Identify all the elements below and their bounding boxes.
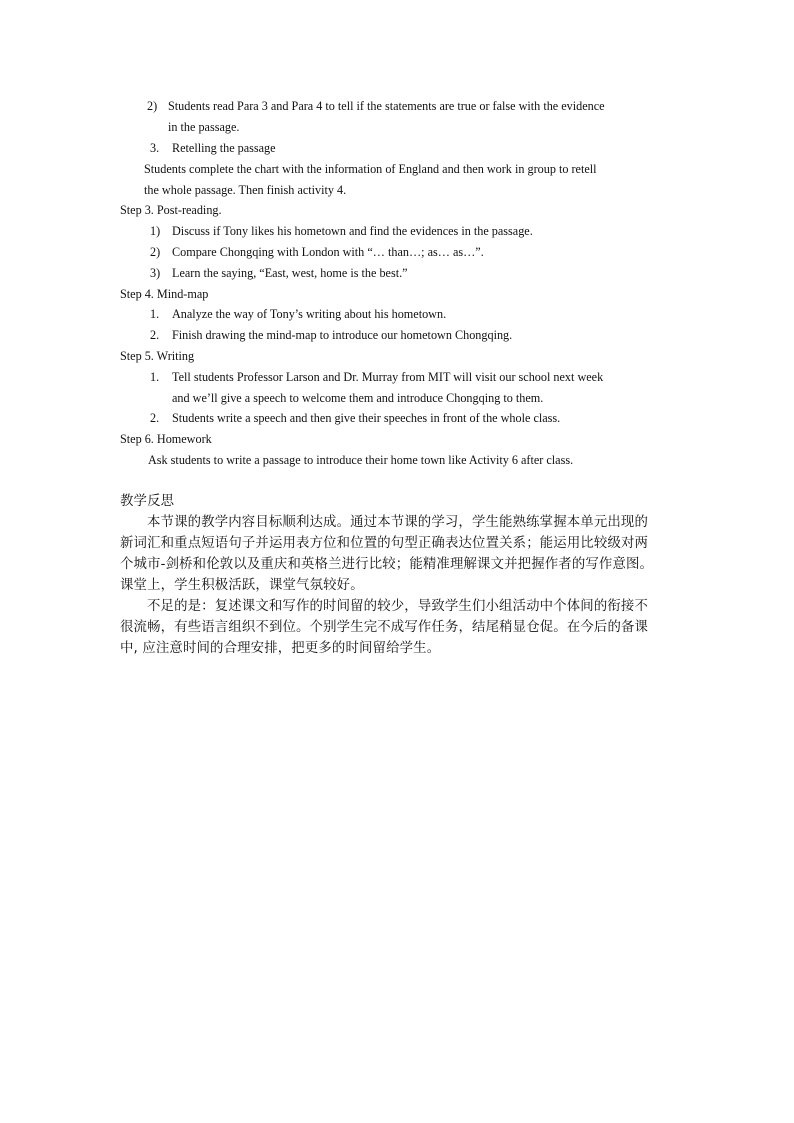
step-heading: Step 3. Post-reading. bbox=[120, 203, 222, 217]
list-item-text: Students read Para 3 and Para 4 to tell if the statements are true or false with the evidence bbox=[168, 99, 605, 113]
list-item-text: Learn the saying, “East, west, home is the best.” bbox=[172, 266, 408, 280]
reflection-line: 很流畅，有些语言组织不到位。个别学生完不成写作任务，结尾稍显仓促。在今后的备课 bbox=[120, 620, 649, 635]
reflection-line: 中, 应注意时间的合理安排，把更多的时间留给学生。 bbox=[120, 641, 441, 656]
list-number: 1. bbox=[150, 307, 160, 321]
reflection-heading: 教学反思 bbox=[120, 494, 175, 509]
step-heading: Step 4. Mind-map bbox=[120, 287, 209, 301]
list-item-text: Retelling the passage bbox=[172, 141, 276, 155]
list-number: 2) bbox=[147, 99, 158, 113]
list-number: 2. bbox=[150, 411, 160, 425]
list-number: 3. bbox=[150, 141, 160, 155]
list-number: 2. bbox=[150, 328, 160, 342]
list-item-text: Students write a speech and then give their speeches in front of the whole class. bbox=[172, 411, 561, 425]
paragraph-line: the whole passage. Then finish activity 4. bbox=[144, 183, 347, 197]
list-item-text: in the passage. bbox=[168, 120, 240, 134]
paragraph-line: Students complete the chart with the information of England and then work in group to retell bbox=[144, 162, 597, 176]
list-number: 1. bbox=[150, 370, 160, 384]
list-item-text: Compare Chongqing with London with “… than…; as… as…”. bbox=[172, 245, 484, 259]
reflection-line: 不足的是：复述课文和写作的时间留的较少，导致学生们小组活动中个体间的衔接不 bbox=[147, 599, 649, 614]
list-item-text: Analyze the way of Tony’s writing about his hometown. bbox=[172, 307, 447, 321]
list-item-text: Finish drawing the mind-map to introduce our hometown Chongqing. bbox=[172, 328, 513, 342]
step-heading: Step 5. Writing bbox=[120, 349, 195, 363]
list-number: 3) bbox=[150, 266, 161, 280]
list-number: 1) bbox=[150, 224, 161, 238]
list-item-text: and we’ll give a speech to welcome them and introduce Chongqing to them. bbox=[172, 391, 544, 405]
reflection-line: 本节课的教学内容目标顺利达成。通过本节课的学习，学生能熟练掌握本单元出现的 bbox=[147, 515, 649, 530]
list-number: 2) bbox=[150, 245, 161, 259]
list-item-text: Discuss if Tony likes his hometown and find the evidences in the passage. bbox=[172, 224, 533, 238]
reflection-line: 新词汇和重点短语句子并运用表方位和位置的句型正确表达位置关系；能运用比较级对两 bbox=[120, 536, 649, 551]
list-item-text: Tell students Professor Larson and Dr. Murray from MIT will visit our school next week bbox=[172, 370, 604, 384]
reflection-line: 课堂上，学生积极活跃，课堂气氛较好。 bbox=[120, 578, 364, 593]
paragraph-line: Ask students to write a passage to introduce their home town like Activity 6 after class. bbox=[148, 453, 574, 467]
reflection-line: 个城市-剑桥和伦敦以及重庆和英格兰进行比较；能精准理解课文并把握作者的写作意图。 bbox=[120, 557, 654, 572]
step-heading: Step 6. Homework bbox=[120, 432, 212, 446]
